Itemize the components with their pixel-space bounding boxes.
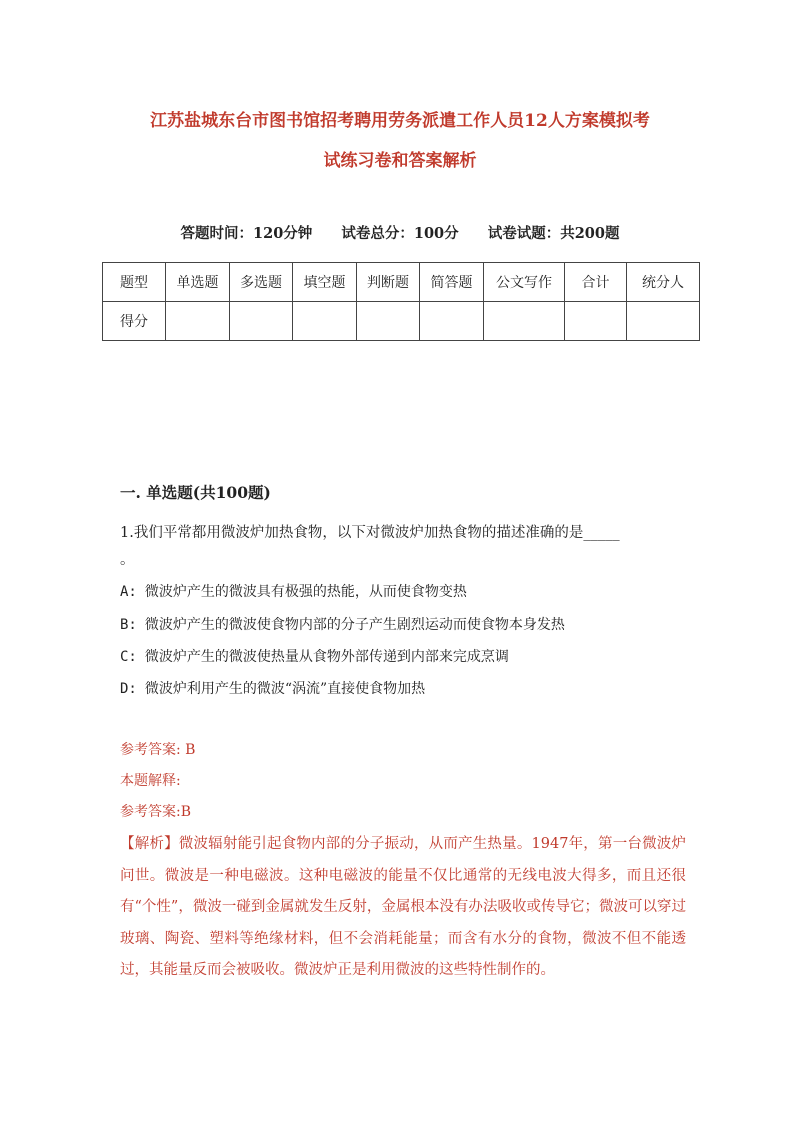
- score-header-cell: 合计: [565, 263, 627, 302]
- reference-answer: 参考答案: B: [120, 742, 196, 758]
- option-key: B:: [120, 617, 137, 633]
- score-cell: [293, 302, 357, 341]
- option-text: 微波炉利用产生的微波“涡流”直接使食物加热: [144, 681, 426, 697]
- option-text: 微波炉产生的微波使热量从食物外部传递到内部来完成烹调: [144, 649, 509, 665]
- question-stem: 1.我们平常都用微波炉加热食物，以下对微波炉加热食物的描述准确的是_____: [120, 525, 620, 541]
- score-table-header-row: [103, 263, 700, 302]
- score-cell: [484, 302, 565, 341]
- exam-meta: [0, 222, 800, 243]
- exam-question-count: 试卷试题：共200题: [487, 225, 620, 242]
- score-header-cell: 填空题: [293, 263, 357, 302]
- explanation-text: 【解析】微波辐射能引起食物内部的分子振动，从而产生热量。1947年，第一台微波炉问世。微波是一种电磁波。这种电磁波的能量不仅比通常的无线电波大得多，而且还很有“个性”，微波一碰到金属就发生反射，金属根本没有办法吸收或传导它；微波可以穿过玻璃、陶瓷、塑料等绝缘材料，但不会消耗能量；而含有水分的食物，微波不但不能透过，其能量反而会被吸收。微波炉正是利用微波的这些特性制作的。: [120, 836, 686, 978]
- score-header-cell: 判断题: [357, 263, 420, 302]
- page-title-line-1: 江苏盐城东台市图书馆招考聘用劳务派遣工作人员12人方案模拟考: [150, 111, 650, 131]
- exam-time: 答题时间：120分钟: [180, 225, 313, 242]
- score-cell: [357, 302, 420, 341]
- option-key: D:: [120, 681, 137, 697]
- option-key: C:: [120, 649, 137, 665]
- score-row-label: 得分: [103, 302, 166, 341]
- score-cell: [230, 302, 293, 341]
- section-heading: 一. 单选题(共100题): [120, 483, 271, 502]
- option-a: [120, 581, 467, 601]
- score-table: [102, 262, 700, 341]
- score-cell: [166, 302, 230, 341]
- score-header-cell: 题型: [103, 263, 166, 302]
- explanation-label: 本题解释:: [120, 773, 181, 789]
- reference-answer-repeat: 参考答案:B: [120, 804, 192, 820]
- page-title-line-2: 试练习卷和答案解析: [323, 151, 477, 171]
- score-header-cell: 单选题: [166, 263, 230, 302]
- score-header-cell: 多选题: [230, 263, 293, 302]
- score-header-cell: 简答题: [420, 263, 484, 302]
- option-d: [120, 678, 425, 698]
- score-cell: [420, 302, 484, 341]
- score-cell: [565, 302, 627, 341]
- score-header-cell: 统分人: [627, 263, 700, 302]
- exam-total-score: 试卷总分：100分: [341, 225, 459, 242]
- score-table-score-row: [103, 302, 700, 341]
- score-header-cell: 公文写作: [484, 263, 565, 302]
- question-stem-continuation: 。: [120, 552, 135, 568]
- score-cell: [627, 302, 700, 341]
- option-text: 微波炉产生的微波使食物内部的分子产生剧烈运动而使食物本身发热: [144, 617, 565, 633]
- option-key: A:: [120, 584, 137, 600]
- option-c: [120, 646, 509, 666]
- option-text: 微波炉产生的微波具有极强的热能，从而使食物变热: [144, 584, 467, 600]
- option-b: [120, 614, 565, 634]
